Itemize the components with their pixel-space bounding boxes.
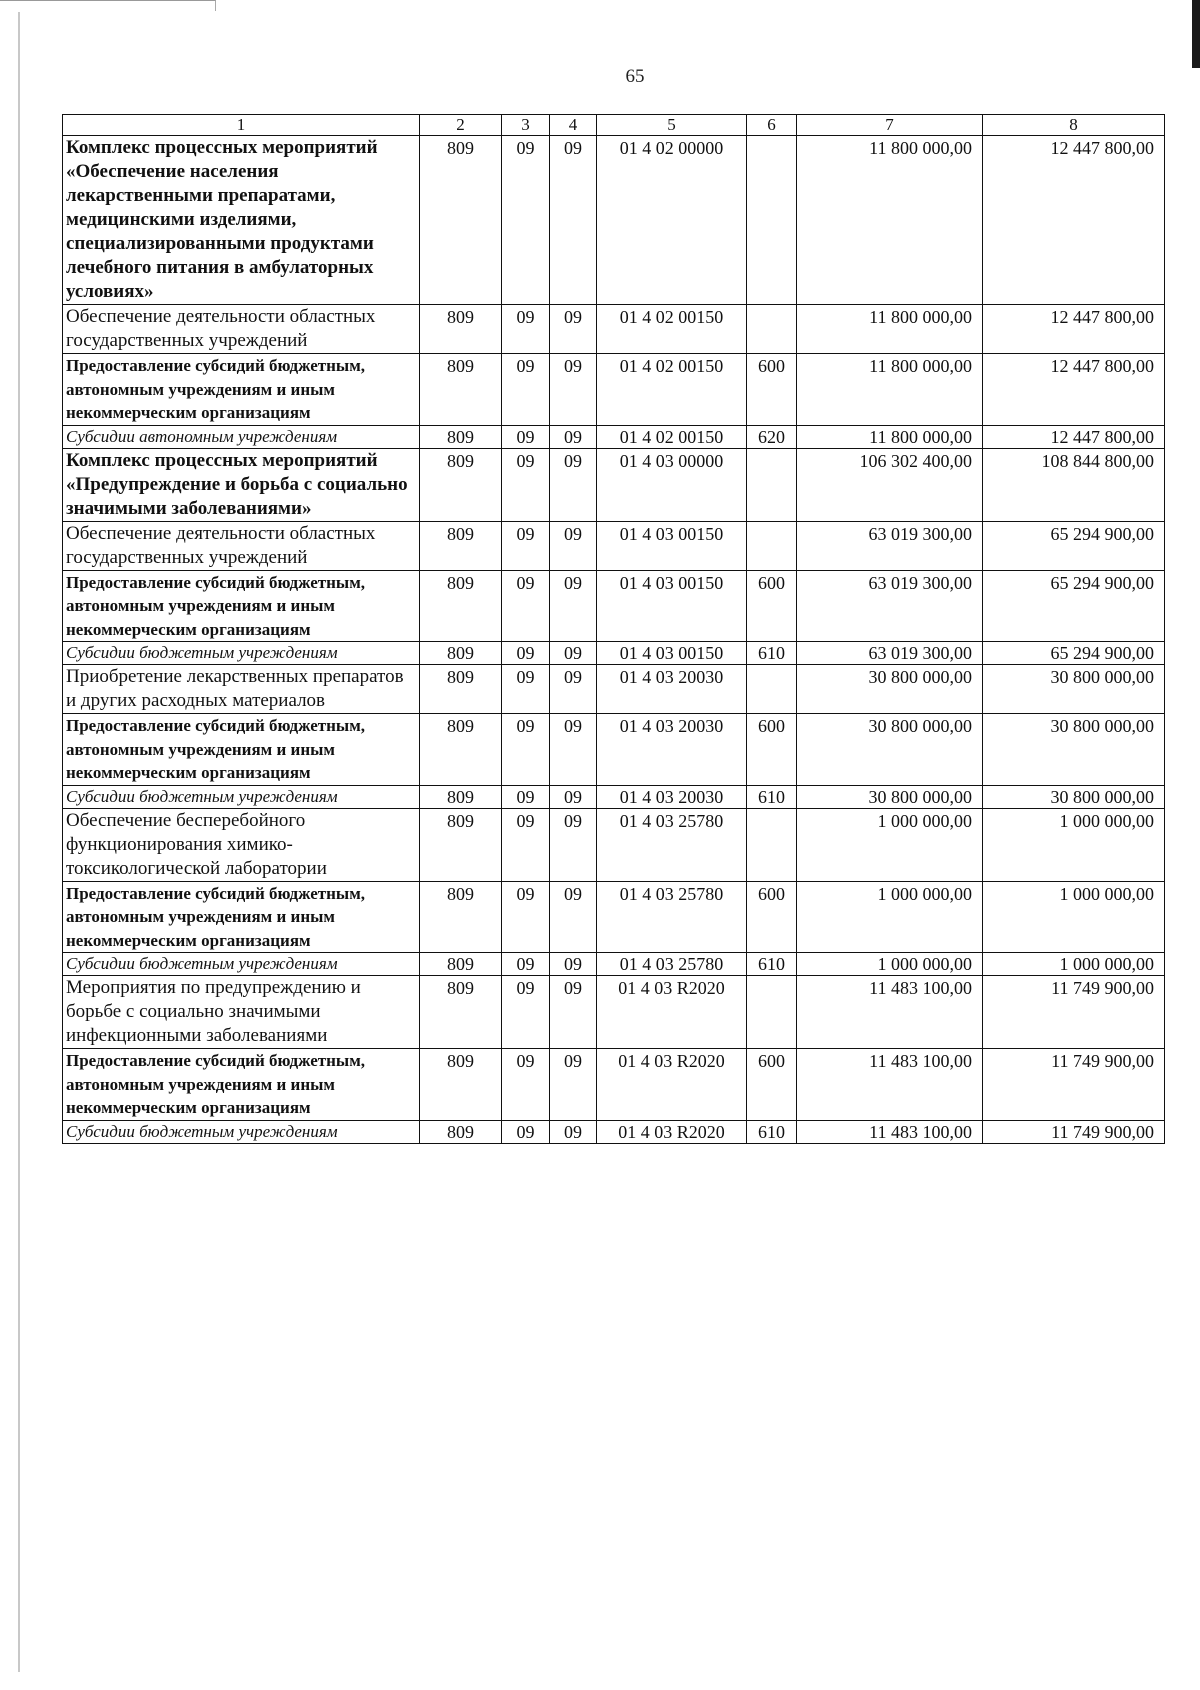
cell-expense-type: 610 xyxy=(747,1120,797,1143)
cell-target-code: 01 4 03 20030 xyxy=(597,665,747,714)
cell-ministry: 809 xyxy=(420,354,502,426)
cell-name: Предоставление субсидий бюджетным, автономным учреждениям и иным некоммерческим организациям xyxy=(63,354,420,426)
header-col-8: 8 xyxy=(983,115,1165,136)
cell-amount-col8: 1 000 000,00 xyxy=(983,953,1165,976)
cell-subsection: 09 xyxy=(550,785,597,808)
cell-target-code: 01 4 02 00150 xyxy=(597,425,747,448)
cell-subsection: 09 xyxy=(550,136,597,305)
cell-expense-type xyxy=(747,976,797,1049)
table-row xyxy=(63,448,1165,521)
cell-section: 09 xyxy=(502,448,550,521)
cell-expense-type xyxy=(747,136,797,305)
header-col-4: 4 xyxy=(550,115,597,136)
cell-ministry: 809 xyxy=(420,1120,502,1143)
cell-target-code: 01 4 03 R2020 xyxy=(597,1049,747,1121)
cell-subsection: 09 xyxy=(550,425,597,448)
cell-expense-type: 610 xyxy=(747,953,797,976)
cell-amount-col8: 65 294 900,00 xyxy=(983,642,1165,665)
cell-amount-col8: 108 844 800,00 xyxy=(983,448,1165,521)
cell-section: 09 xyxy=(502,881,550,953)
cell-expense-type: 600 xyxy=(747,354,797,426)
table-row xyxy=(63,976,1165,1049)
cell-amount-col8: 11 749 900,00 xyxy=(983,1049,1165,1121)
cell-name: Комплекс процессных мероприятий «Обеспечение населения лекарственными препаратами, медицинскими изделиями, специализированными продуктами лечебного питания в амбулаторных условиях» xyxy=(63,136,420,305)
cell-ministry: 809 xyxy=(420,1049,502,1121)
cell-ministry: 809 xyxy=(420,570,502,642)
cell-amount-col8: 65 294 900,00 xyxy=(983,521,1165,570)
table-row xyxy=(63,425,1165,448)
cell-section: 09 xyxy=(502,665,550,714)
cell-section: 09 xyxy=(502,425,550,448)
cell-target-code: 01 4 02 00150 xyxy=(597,305,747,354)
cell-subsection: 09 xyxy=(550,1049,597,1121)
cell-section: 09 xyxy=(502,642,550,665)
cell-subsection: 09 xyxy=(550,881,597,953)
scan-edge-right xyxy=(1192,0,1200,68)
cell-target-code: 01 4 03 25780 xyxy=(597,881,747,953)
header-col-5: 5 xyxy=(597,115,747,136)
cell-ministry: 809 xyxy=(420,665,502,714)
cell-section: 09 xyxy=(502,570,550,642)
cell-amount-col7: 63 019 300,00 xyxy=(797,521,983,570)
table-row xyxy=(63,570,1165,642)
cell-section: 09 xyxy=(502,354,550,426)
table-row xyxy=(63,521,1165,570)
cell-amount-col8: 1 000 000,00 xyxy=(983,881,1165,953)
table-row xyxy=(63,808,1165,881)
cell-ministry: 809 xyxy=(420,425,502,448)
cell-subsection: 09 xyxy=(550,354,597,426)
cell-subsection: 09 xyxy=(550,1120,597,1143)
header-col-2: 2 xyxy=(420,115,502,136)
header-col-1: 1 xyxy=(63,115,420,136)
cell-expense-type: 620 xyxy=(747,425,797,448)
cell-ministry: 809 xyxy=(420,305,502,354)
cell-amount-col8: 65 294 900,00 xyxy=(983,570,1165,642)
cell-ministry: 809 xyxy=(420,808,502,881)
cell-subsection: 09 xyxy=(550,714,597,786)
cell-amount-col8: 30 800 000,00 xyxy=(983,714,1165,786)
cell-target-code: 01 4 03 25780 xyxy=(597,953,747,976)
cell-section: 09 xyxy=(502,953,550,976)
cell-amount-col7: 30 800 000,00 xyxy=(797,665,983,714)
cell-target-code: 01 4 03 20030 xyxy=(597,714,747,786)
cell-name: Субсидии автономным учреждениям xyxy=(63,425,420,448)
cell-amount-col8: 12 447 800,00 xyxy=(983,354,1165,426)
cell-ministry: 809 xyxy=(420,785,502,808)
cell-amount-col7: 11 800 000,00 xyxy=(797,305,983,354)
cell-ministry: 809 xyxy=(420,976,502,1049)
cell-subsection: 09 xyxy=(550,305,597,354)
cell-expense-type xyxy=(747,521,797,570)
cell-amount-col7: 1 000 000,00 xyxy=(797,881,983,953)
table-body xyxy=(63,115,1165,1144)
cell-amount-col7: 11 800 000,00 xyxy=(797,354,983,426)
cell-amount-col8: 30 800 000,00 xyxy=(983,665,1165,714)
cell-name: Предоставление субсидий бюджетным, автономным учреждениям и иным некоммерческим организациям xyxy=(63,1049,420,1121)
cell-amount-col8: 12 447 800,00 xyxy=(983,425,1165,448)
cell-amount-col7: 11 483 100,00 xyxy=(797,1120,983,1143)
cell-ministry: 809 xyxy=(420,642,502,665)
cell-target-code: 01 4 02 00000 xyxy=(597,136,747,305)
cell-name: Предоставление субсидий бюджетным, автономным учреждениям и иным некоммерческим организациям xyxy=(63,881,420,953)
cell-expense-type: 600 xyxy=(747,881,797,953)
cell-name: Субсидии бюджетным учреждениям xyxy=(63,953,420,976)
cell-section: 09 xyxy=(502,808,550,881)
cell-expense-type xyxy=(747,305,797,354)
header-col-6: 6 xyxy=(747,115,797,136)
cell-target-code: 01 4 03 R2020 xyxy=(597,976,747,1049)
cell-section: 09 xyxy=(502,521,550,570)
cell-expense-type: 600 xyxy=(747,1049,797,1121)
cell-name: Обеспечение деятельности областных государственных учреждений xyxy=(63,305,420,354)
table-row xyxy=(63,881,1165,953)
cell-name: Мероприятия по предупреждению и борьбе с социально значимыми инфекционными заболеваниями xyxy=(63,976,420,1049)
cell-amount-col7: 11 483 100,00 xyxy=(797,976,983,1049)
cell-amount-col7: 30 800 000,00 xyxy=(797,785,983,808)
table-row xyxy=(63,1049,1165,1121)
cell-amount-col7: 11 800 000,00 xyxy=(797,136,983,305)
cell-expense-type: 610 xyxy=(747,785,797,808)
header-row xyxy=(63,115,1165,136)
cell-amount-col7: 63 019 300,00 xyxy=(797,570,983,642)
cell-subsection: 09 xyxy=(550,521,597,570)
cell-subsection: 09 xyxy=(550,448,597,521)
cell-target-code: 01 4 03 00150 xyxy=(597,570,747,642)
cell-amount-col7: 1 000 000,00 xyxy=(797,953,983,976)
scan-border-top xyxy=(0,0,216,11)
cell-target-code: 01 4 03 00150 xyxy=(597,521,747,570)
table-row xyxy=(63,354,1165,426)
cell-amount-col7: 11 800 000,00 xyxy=(797,425,983,448)
cell-section: 09 xyxy=(502,714,550,786)
cell-target-code: 01 4 03 20030 xyxy=(597,785,747,808)
budget-table xyxy=(62,114,1165,1144)
cell-section: 09 xyxy=(502,305,550,354)
cell-amount-col7: 1 000 000,00 xyxy=(797,808,983,881)
cell-subsection: 09 xyxy=(550,642,597,665)
cell-name: Обеспечение бесперебойного функционирования химико-токсикологической лаборатории xyxy=(63,808,420,881)
table-row xyxy=(63,665,1165,714)
table-row xyxy=(63,785,1165,808)
cell-subsection: 09 xyxy=(550,953,597,976)
cell-name: Обеспечение деятельности областных государственных учреждений xyxy=(63,521,420,570)
table-row xyxy=(63,953,1165,976)
cell-expense-type: 600 xyxy=(747,714,797,786)
cell-expense-type xyxy=(747,448,797,521)
cell-amount-col8: 1 000 000,00 xyxy=(983,808,1165,881)
table-row xyxy=(63,305,1165,354)
cell-amount-col7: 11 483 100,00 xyxy=(797,1049,983,1121)
table-row xyxy=(63,642,1165,665)
cell-ministry: 809 xyxy=(420,521,502,570)
cell-amount-col7: 30 800 000,00 xyxy=(797,714,983,786)
cell-ministry: 809 xyxy=(420,953,502,976)
table-row xyxy=(63,714,1165,786)
scan-edge-left xyxy=(18,12,20,1672)
header-col-3: 3 xyxy=(502,115,550,136)
cell-ministry: 809 xyxy=(420,714,502,786)
cell-amount-col7: 63 019 300,00 xyxy=(797,642,983,665)
cell-target-code: 01 4 03 00150 xyxy=(597,642,747,665)
cell-target-code: 01 4 03 00000 xyxy=(597,448,747,521)
header-col-7: 7 xyxy=(797,115,983,136)
cell-target-code: 01 4 03 R2020 xyxy=(597,1120,747,1143)
cell-name: Предоставление субсидий бюджетным, автономным учреждениям и иным некоммерческим организациям xyxy=(63,570,420,642)
cell-subsection: 09 xyxy=(550,665,597,714)
cell-name: Субсидии бюджетным учреждениям xyxy=(63,785,420,808)
cell-ministry: 809 xyxy=(420,136,502,305)
cell-amount-col8: 30 800 000,00 xyxy=(983,785,1165,808)
cell-section: 09 xyxy=(502,785,550,808)
cell-expense-type xyxy=(747,665,797,714)
cell-name: Предоставление субсидий бюджетным, автономным учреждениям и иным некоммерческим организациям xyxy=(63,714,420,786)
cell-section: 09 xyxy=(502,976,550,1049)
cell-amount-col8: 11 749 900,00 xyxy=(983,1120,1165,1143)
cell-name: Комплекс процессных мероприятий «Предупреждение и борьба с социально значимыми заболеваниями» xyxy=(63,448,420,521)
table-row xyxy=(63,1120,1165,1143)
cell-subsection: 09 xyxy=(550,808,597,881)
cell-subsection: 09 xyxy=(550,570,597,642)
table-row xyxy=(63,136,1165,305)
cell-target-code: 01 4 02 00150 xyxy=(597,354,747,426)
cell-ministry: 809 xyxy=(420,881,502,953)
page-number: 65 xyxy=(625,66,645,87)
cell-ministry: 809 xyxy=(420,448,502,521)
cell-expense-type: 600 xyxy=(747,570,797,642)
cell-expense-type xyxy=(747,808,797,881)
cell-amount-col8: 12 447 800,00 xyxy=(983,136,1165,305)
cell-expense-type: 610 xyxy=(747,642,797,665)
cell-subsection: 09 xyxy=(550,976,597,1049)
cell-section: 09 xyxy=(502,1049,550,1121)
cell-amount-col8: 12 447 800,00 xyxy=(983,305,1165,354)
cell-name: Субсидии бюджетным учреждениям xyxy=(63,642,420,665)
cell-name: Субсидии бюджетным учреждениям xyxy=(63,1120,420,1143)
cell-amount-col7: 106 302 400,00 xyxy=(797,448,983,521)
cell-section: 09 xyxy=(502,1120,550,1143)
cell-target-code: 01 4 03 25780 xyxy=(597,808,747,881)
cell-name: Приобретение лекарственных препаратов и других расходных материалов xyxy=(63,665,420,714)
cell-section: 09 xyxy=(502,136,550,305)
cell-amount-col8: 11 749 900,00 xyxy=(983,976,1165,1049)
